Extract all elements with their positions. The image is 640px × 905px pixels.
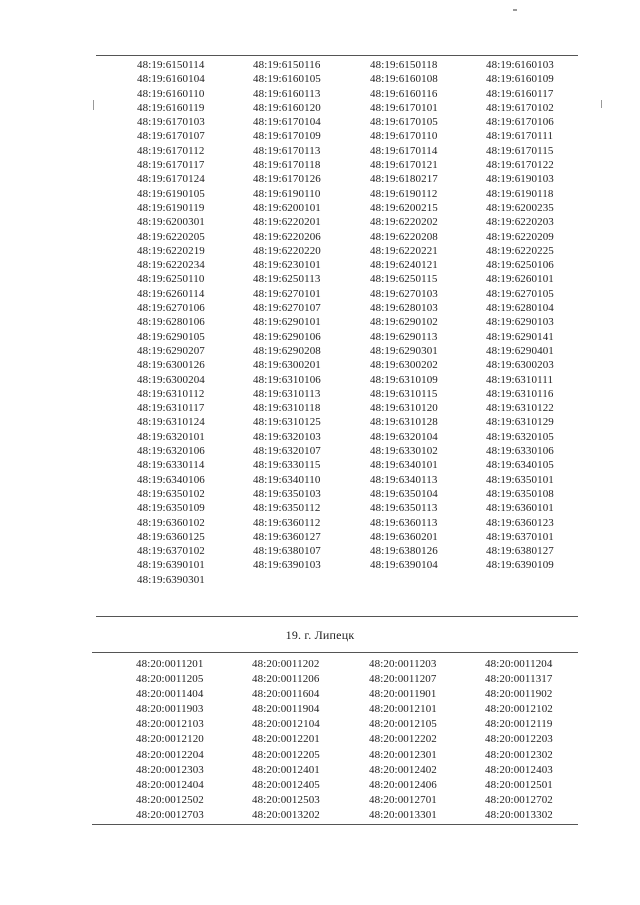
table-cell: 48:19:6170101 [370, 101, 438, 114]
table-cell: 48:19:6310116 [486, 387, 554, 400]
table-cell: 48:19:6190105 [137, 187, 205, 200]
table-cell: 48:19:6170118 [253, 159, 321, 172]
table-cell: 48:19:6220225 [486, 244, 554, 257]
scan-speck [93, 100, 94, 110]
table-cell: 48:19:6170111 [486, 130, 554, 143]
table-cell: 48:19:6350104 [370, 487, 438, 500]
table-cell: 48:19:6300202 [370, 359, 438, 372]
table-cell: 48:20:0011206 [252, 673, 320, 686]
table-cell: 48:19:6200215 [370, 201, 438, 214]
table-cell: 48:19:6360112 [253, 516, 321, 529]
table-cell: 48:20:0013302 [485, 808, 553, 821]
table-cell: 48:19:6160116 [370, 87, 438, 100]
table-cell: 48:20:0011202 [252, 658, 320, 670]
table-cell: 48:19:6200235 [486, 201, 554, 214]
table-cell: 48:20:0012201 [252, 733, 320, 746]
table-cell: 48:19:6190110 [253, 187, 321, 200]
table-cell: 48:19:6350103 [253, 487, 321, 500]
table-cell: 48:19:6170103 [137, 116, 205, 129]
table-cell: 48:20:0012102 [485, 703, 553, 716]
table-cell: 48:20:0012205 [252, 748, 320, 761]
cadastral-table-section-18 [137, 58, 602, 587]
table-cell: 48:19:6270103 [370, 287, 438, 300]
table-cell: 48:19:6360102 [137, 516, 205, 529]
table-cell: 48:19:6170124 [137, 173, 205, 186]
table-cell: 48:19:6340113 [370, 473, 438, 486]
table-cell: 48:19:6310115 [370, 387, 438, 400]
table-cell: 48:20:0011203 [369, 658, 437, 670]
table-cell: 48:19:6150114 [137, 59, 205, 71]
table-cell: 48:19:6350112 [253, 502, 321, 515]
table-cell: 48:19:6290106 [253, 330, 321, 343]
table-cell: 48:19:6170126 [253, 173, 321, 186]
table-cell: 48:19:6240121 [370, 259, 438, 272]
table-cell: 48:20:0012502 [136, 793, 204, 806]
table-cell: 48:19:6320106 [137, 445, 205, 458]
table-cell: 48:19:6320104 [370, 430, 438, 443]
table-cell: 48:19:6220208 [370, 230, 438, 243]
table-cell: 48:19:6360127 [253, 530, 321, 543]
table-cell: 48:19:6390103 [253, 559, 321, 572]
table-cell: 48:19:6350113 [370, 502, 438, 515]
table-cell: 48:19:6300204 [137, 373, 205, 386]
table-cell: 48:19:6330114 [137, 459, 205, 472]
table-cell: 48:19:6330102 [370, 445, 438, 458]
cadastral-table-section-19 [136, 657, 601, 823]
table-cell: 48:19:6180217 [370, 173, 438, 186]
table-cell: 48:20:0012120 [136, 733, 204, 746]
table-cell: 48:19:6330106 [486, 445, 554, 458]
table-cell: 48:20:0011404 [136, 688, 204, 701]
table-cell: 48:19:6390101 [137, 559, 205, 572]
table-cell: 48:19:6220234 [137, 259, 205, 272]
table-cell: 48:19:6310120 [370, 402, 438, 415]
table-cell: 48:19:6310129 [486, 416, 554, 429]
table-cell: 48:19:6310109 [370, 373, 438, 386]
table-cell: 48:19:6360101 [486, 502, 554, 515]
table-cell: 48:20:0012703 [136, 808, 204, 821]
table-cell: 48:19:6170107 [137, 130, 205, 143]
table-cell: 48:20:0012103 [136, 718, 204, 731]
table-cell: 48:19:6310125 [253, 416, 321, 429]
table-cell: 48:19:6360201 [370, 530, 438, 543]
section-heading: 19. г. Липецк [285, 628, 355, 642]
table-cell: 48:20:0011205 [136, 673, 204, 686]
table-cell: 48:19:6350109 [137, 502, 205, 515]
table-cell: 48:19:6260101 [486, 273, 554, 286]
table-cell: 48:19:6270106 [137, 302, 205, 315]
table-cell: 48:20:0011902 [485, 688, 553, 701]
table-cell: 48:19:6310124 [137, 416, 205, 429]
table-cell: 48:19:6220209 [486, 230, 554, 243]
table-cell: 48:19:6220205 [137, 230, 205, 243]
table-cell: 48:19:6220206 [253, 230, 321, 243]
table-cell: 48:20:0011207 [369, 673, 437, 686]
table-cell: 48:19:6290102 [370, 316, 438, 329]
table-cell: 48:19:6170106 [486, 116, 554, 129]
table-cell: 48:19:6320101 [137, 430, 205, 443]
table-cell: 48:19:6290101 [253, 316, 321, 329]
table-cell: 48:20:0012204 [136, 748, 204, 761]
table-cell: 48:19:6280104 [486, 302, 554, 315]
table-cell: 48:19:6160103 [486, 59, 554, 71]
table-cell: 48:19:6170104 [253, 116, 321, 129]
table-cell: 48:19:6170121 [370, 159, 438, 172]
table-cell: 48:20:0012301 [369, 748, 437, 761]
table-cell: 48:19:6360123 [486, 516, 554, 529]
table-cell: 48:19:6160119 [137, 101, 205, 114]
table-cell: 48:19:6270107 [253, 302, 321, 315]
table-cell: 48:19:6170110 [370, 130, 438, 143]
table-cell: 48:19:6290105 [137, 330, 205, 343]
table-cell: 48:19:6260114 [137, 287, 205, 300]
table-cell: 48:19:6220220 [253, 244, 321, 257]
scan-speck [601, 100, 602, 108]
table-cell: 48:19:6310118 [253, 402, 321, 415]
table-cell: 48:20:0012104 [252, 718, 320, 731]
table-cell: 48:19:6340110 [253, 473, 321, 486]
table-cell: 48:19:6170115 [486, 144, 554, 157]
table-cell: 48:19:6280103 [370, 302, 438, 315]
table-cell: 48:19:6200101 [253, 201, 321, 214]
table-cell: 48:19:6220219 [137, 244, 205, 257]
table-cell: 48:19:6290113 [370, 330, 438, 343]
table-cell: 48:19:6310113 [253, 387, 321, 400]
table-cell: 48:20:0012405 [252, 778, 320, 791]
table-cell: 48:20:0012202 [369, 733, 437, 746]
table-cell: 48:19:6390109 [486, 559, 554, 572]
table-cell: 48:19:6160105 [253, 73, 321, 86]
table-cell: 48:20:0011604 [252, 688, 320, 701]
table-cell: 48:20:0012402 [369, 763, 437, 776]
table-cell: 48:20:0011201 [136, 658, 204, 670]
table-cell: 48:19:6310111 [486, 373, 554, 386]
table-cell: 48:19:6390301 [137, 573, 205, 586]
table-cell: 48:19:6170109 [253, 130, 321, 143]
table-cell: 48:19:6290207 [137, 344, 205, 357]
table-cell: 48:19:6340105 [486, 459, 554, 472]
table-cell: 48:20:0012105 [369, 718, 437, 731]
table-cell: 48:20:0012404 [136, 778, 204, 791]
table-cell: 48:19:6170113 [253, 144, 321, 157]
table-cell: 48:19:6220201 [253, 216, 321, 229]
table-cell: 48:20:0012203 [485, 733, 553, 746]
table-cell: 48:19:6170114 [370, 144, 438, 157]
table-cell: 48:20:0012303 [136, 763, 204, 776]
table-cell: 48:19:6370102 [137, 545, 205, 558]
table-cell: 48:19:6190103 [486, 173, 554, 186]
table-cell [370, 573, 486, 587]
table-cell: 48:19:6250113 [253, 273, 321, 286]
table-cell: 48:20:0012401 [252, 763, 320, 776]
table-cell: 48:19:6160110 [137, 87, 205, 100]
table-cell: 48:20:0013301 [369, 808, 437, 821]
table-cell: 48:20:0011903 [136, 703, 204, 716]
table-cell: 48:20:0011317 [485, 673, 553, 686]
table-cell: 48:19:6350101 [486, 473, 554, 486]
table-cell: 48:19:6160104 [137, 73, 205, 86]
table-cell [253, 573, 370, 587]
table-cell: 48:19:6250110 [137, 273, 205, 286]
table-cell: 48:19:6220202 [370, 216, 438, 229]
table-cell: 48:19:6170117 [137, 159, 205, 172]
scan-speck [513, 9, 517, 11]
table-cell: 48:20:0011904 [252, 703, 320, 716]
table-cell: 48:19:6280106 [137, 316, 205, 329]
table-cell: 48:19:6380127 [486, 545, 554, 558]
table-cell: 48:19:6230101 [253, 259, 321, 272]
table2-bottom-rule [92, 824, 578, 825]
table-cell: 48:19:6380126 [370, 545, 438, 558]
table-cell: 48:19:6360113 [370, 516, 438, 529]
table-cell: 48:19:6170102 [486, 101, 554, 114]
table-cell: 48:19:6310122 [486, 402, 554, 415]
table-cell: 48:19:6160108 [370, 73, 438, 86]
table-cell: 48:19:6380107 [253, 545, 321, 558]
table-cell: 48:20:0012702 [485, 793, 553, 806]
table-cell: 48:20:0013202 [252, 808, 320, 821]
table-cell: 48:19:6290401 [486, 344, 554, 357]
table-cell: 48:20:0011901 [369, 688, 437, 701]
table-cell: 48:19:6320103 [253, 430, 321, 443]
table-cell: 48:19:6320105 [486, 430, 554, 443]
table-top-rule [96, 55, 578, 56]
table-cell: 48:19:6290301 [370, 344, 438, 357]
table-cell: 48:19:6340106 [137, 473, 205, 486]
table-cell: 48:19:6300201 [253, 359, 321, 372]
table-cell: 48:20:0012302 [485, 748, 553, 761]
table-bottom-rule [96, 616, 578, 617]
table-cell: 48:20:0012701 [369, 793, 437, 806]
table-cell: 48:19:6250115 [370, 273, 438, 286]
table-cell [486, 573, 602, 587]
table-cell: 48:19:6350108 [486, 487, 554, 500]
table-cell: 48:19:6310128 [370, 416, 438, 429]
table-cell: 48:19:6310112 [137, 387, 205, 400]
table-cell: 48:19:6300203 [486, 359, 554, 372]
table-cell: 48:19:6150118 [370, 59, 438, 71]
table2-top-rule [92, 652, 578, 653]
table-cell: 48:19:6170122 [486, 159, 554, 172]
table-cell: 48:19:6190112 [370, 187, 438, 200]
table-cell: 48:19:6320107 [253, 445, 321, 458]
table-cell: 48:19:6190119 [137, 201, 205, 214]
table-cell: 48:20:0012501 [485, 778, 553, 791]
table-cell: 48:19:6150116 [253, 59, 321, 71]
table-cell: 48:19:6160109 [486, 73, 554, 86]
table-cell: 48:20:0012403 [485, 763, 553, 776]
table-cell: 48:19:6300126 [137, 359, 205, 372]
table-cell: 48:19:6270105 [486, 287, 554, 300]
table-cell: 48:19:6370101 [486, 530, 554, 543]
table-cell: 48:19:6220221 [370, 244, 438, 257]
table-cell: 48:19:6390104 [370, 559, 438, 572]
table-cell: 48:19:6360125 [137, 530, 205, 543]
table-cell: 48:20:0012119 [485, 718, 553, 731]
table-cell: 48:20:0012406 [369, 778, 437, 791]
table-cell: 48:19:6290141 [486, 330, 554, 343]
table-cell: 48:19:6190118 [486, 187, 554, 200]
table-cell: 48:19:6160120 [253, 101, 321, 114]
table-cell: 48:19:6170105 [370, 116, 438, 129]
table-cell: 48:19:6310117 [137, 402, 205, 415]
table-cell: 48:19:6330115 [253, 459, 321, 472]
table-cell: 48:20:0012503 [252, 793, 320, 806]
table-cell: 48:19:6290208 [253, 344, 321, 357]
table-cell: 48:19:6220203 [486, 216, 554, 229]
table-cell: 48:19:6350102 [137, 487, 205, 500]
table-cell: 48:20:0011204 [485, 658, 553, 670]
table-cell: 48:19:6340101 [370, 459, 438, 472]
table-cell: 48:19:6200301 [137, 216, 205, 229]
table-cell: 48:19:6310106 [253, 373, 321, 386]
table-cell: 48:19:6160113 [253, 87, 321, 100]
table-cell: 48:19:6270101 [253, 287, 321, 300]
table-cell: 48:19:6170112 [137, 144, 205, 157]
table-cell: 48:19:6290103 [486, 316, 554, 329]
table-cell: 48:19:6160117 [486, 87, 554, 100]
table-cell: 48:19:6250106 [486, 259, 554, 272]
table-cell: 48:20:0012101 [369, 703, 437, 716]
